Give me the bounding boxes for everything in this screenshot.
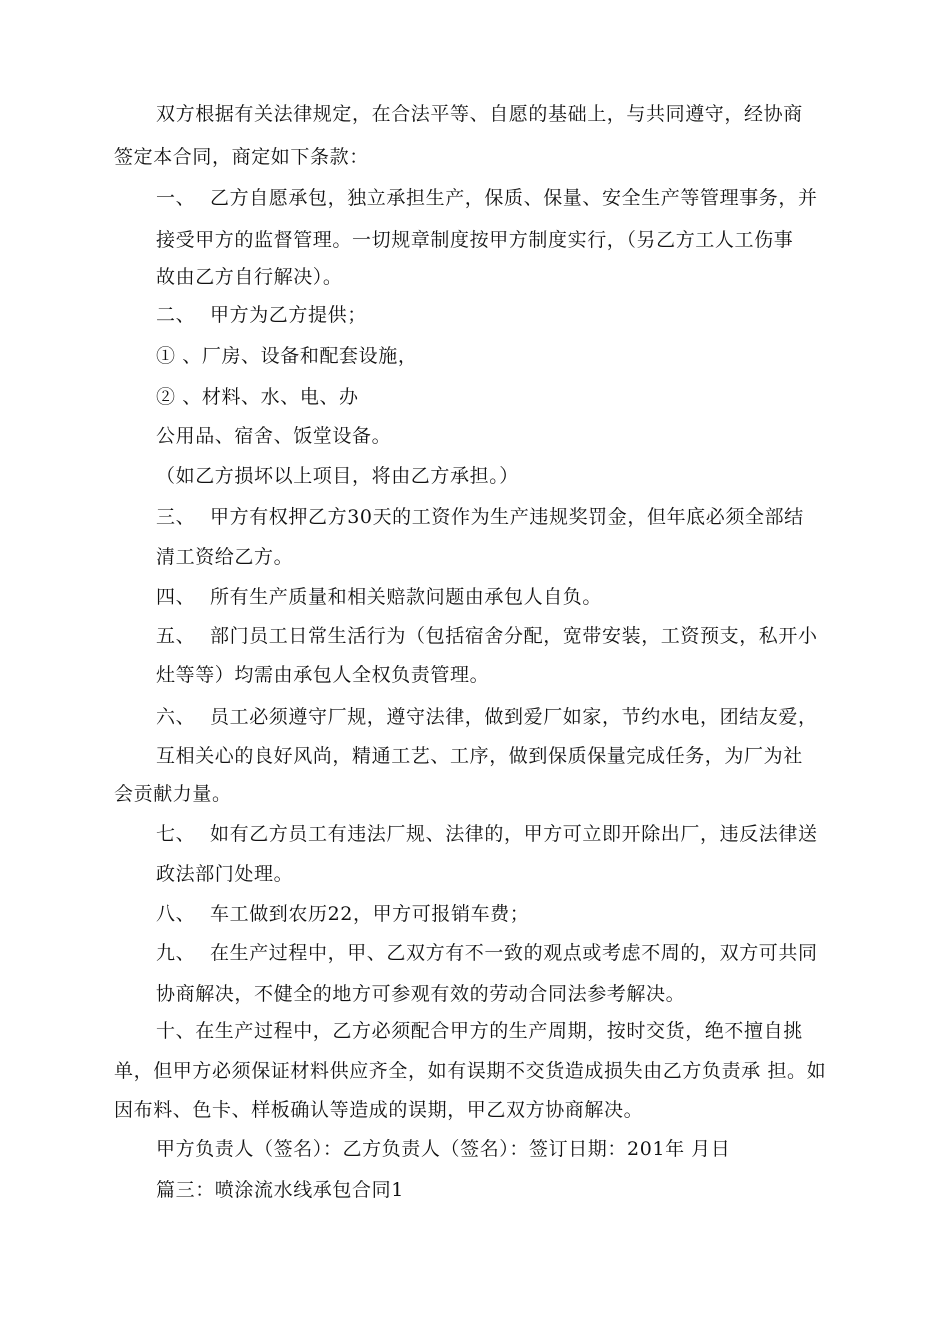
clause-2-text: 甲方为乙方提供； xyxy=(210,304,367,326)
clause-5-line-2: 灶等等）均需由承包人全权负责管理。 xyxy=(156,664,490,686)
clause-9-text: 在生产过程中，甲、乙双方有不一致的观点或考虑不周的，双方可共同 xyxy=(210,942,818,964)
clause-1-line-3: 故由乙方自行解决）。 xyxy=(156,266,343,288)
intro-line-2: 签定本合同，商定如下条款： xyxy=(114,146,369,168)
clause-3-line-2: 清工资给乙方。 xyxy=(156,546,294,568)
clause-8-line xyxy=(156,900,856,928)
intro-line-1: 双方根据有关法律规定，在合法平等、自愿的基础上，与共同遵守，经协商 xyxy=(156,103,803,125)
clause-6-line-2: 互相关心的良好风尚，精通工艺、工序，做到保质保量完成任务，为厂为社 xyxy=(156,745,803,767)
clause-10-line-1: 十、在生产过程中，乙方必须配合甲方的生产周期，按时交货，绝不擅自挑 xyxy=(156,1020,803,1042)
clause-8-text: 车工做到农历22，甲方可报销车费； xyxy=(210,903,530,925)
clause-10-line-2: 单，但甲方必须保证材料供应齐全，如有误期不交货造成损失由乙方负责承 担。如 xyxy=(114,1060,827,1082)
next-section-title: 篇三：喷涂流水线承包合同1 xyxy=(156,1179,404,1201)
clause-6-line-3: 会贡献力量。 xyxy=(114,783,232,805)
clause-4-line xyxy=(156,583,856,611)
clause-1-label: 一、 xyxy=(156,187,196,209)
clause-5-text: 部门员工日常生活行为（包括宿舍分配，宽带安装，工资预支，私开小 xyxy=(210,625,818,647)
clause-6-line-1 xyxy=(156,703,856,731)
clause-7-label: 七、 xyxy=(156,823,196,845)
clause-2-sub-2-cont: 公用品、宿舍、饭堂设备。 xyxy=(156,425,392,447)
clause-5-line-1 xyxy=(156,622,856,650)
clause-2-note: （如乙方损坏以上项目，将由乙方承担。） xyxy=(156,465,519,487)
clause-3-label: 三、 xyxy=(156,506,196,528)
clause-3-text: 甲方有权押乙方30天的工资作为生产违规奖罚金，但年底必须全部结 xyxy=(210,506,804,528)
clause-8-label: 八、 xyxy=(156,903,196,925)
clause-9-label: 九、 xyxy=(156,942,196,964)
clause-1-line-2: 接受甲方的监督管理。一切规章制度按甲方制度实行，（另乙方工人工伤事 xyxy=(156,229,794,251)
clause-10-line-3: 因布料、色卡、样板确认等造成的误期，甲乙双方协商解决。 xyxy=(114,1099,644,1121)
clause-4-label: 四、 xyxy=(156,586,196,608)
clause-1-line-1 xyxy=(156,184,856,212)
clause-2-sub-1: ① 、厂房、设备和配套设施， xyxy=(156,345,418,367)
clause-6-text: 员工必须遵守厂规，遵守法律，做到爱厂如家，节约水电，团结友爱， xyxy=(210,706,818,728)
clause-6-label: 六、 xyxy=(156,706,196,728)
clause-1-text: 乙方自愿承包，独立承担生产，保质、保量、安全生产等管理事务，并 xyxy=(210,187,818,209)
clause-4-text: 所有生产质量和相关赔款问题由承包人自负。 xyxy=(210,586,603,608)
clause-7-text: 如有乙方员工有违法厂规、法律的，甲方可立即开除出厂，违反法律送 xyxy=(210,823,818,845)
signature-line: 甲方负责人（签名）：乙方负责人（签名）：签订日期：201年 月日 xyxy=(156,1138,731,1160)
clause-2-label: 二、 xyxy=(156,304,196,326)
clause-2-sub-2: ② 、材料、水、电、办 xyxy=(156,386,359,408)
clause-5-label: 五、 xyxy=(156,625,196,647)
clause-3-line-1 xyxy=(156,503,856,531)
clause-9-line-1 xyxy=(156,939,856,967)
clause-9-line-2: 协商解决，不健全的地方可参观有效的劳动合同法参考解决。 xyxy=(156,983,686,1005)
clause-7-line-1 xyxy=(156,820,856,848)
clause-7-line-2: 政法部门处理。 xyxy=(156,863,294,885)
clause-2-line xyxy=(156,301,856,329)
